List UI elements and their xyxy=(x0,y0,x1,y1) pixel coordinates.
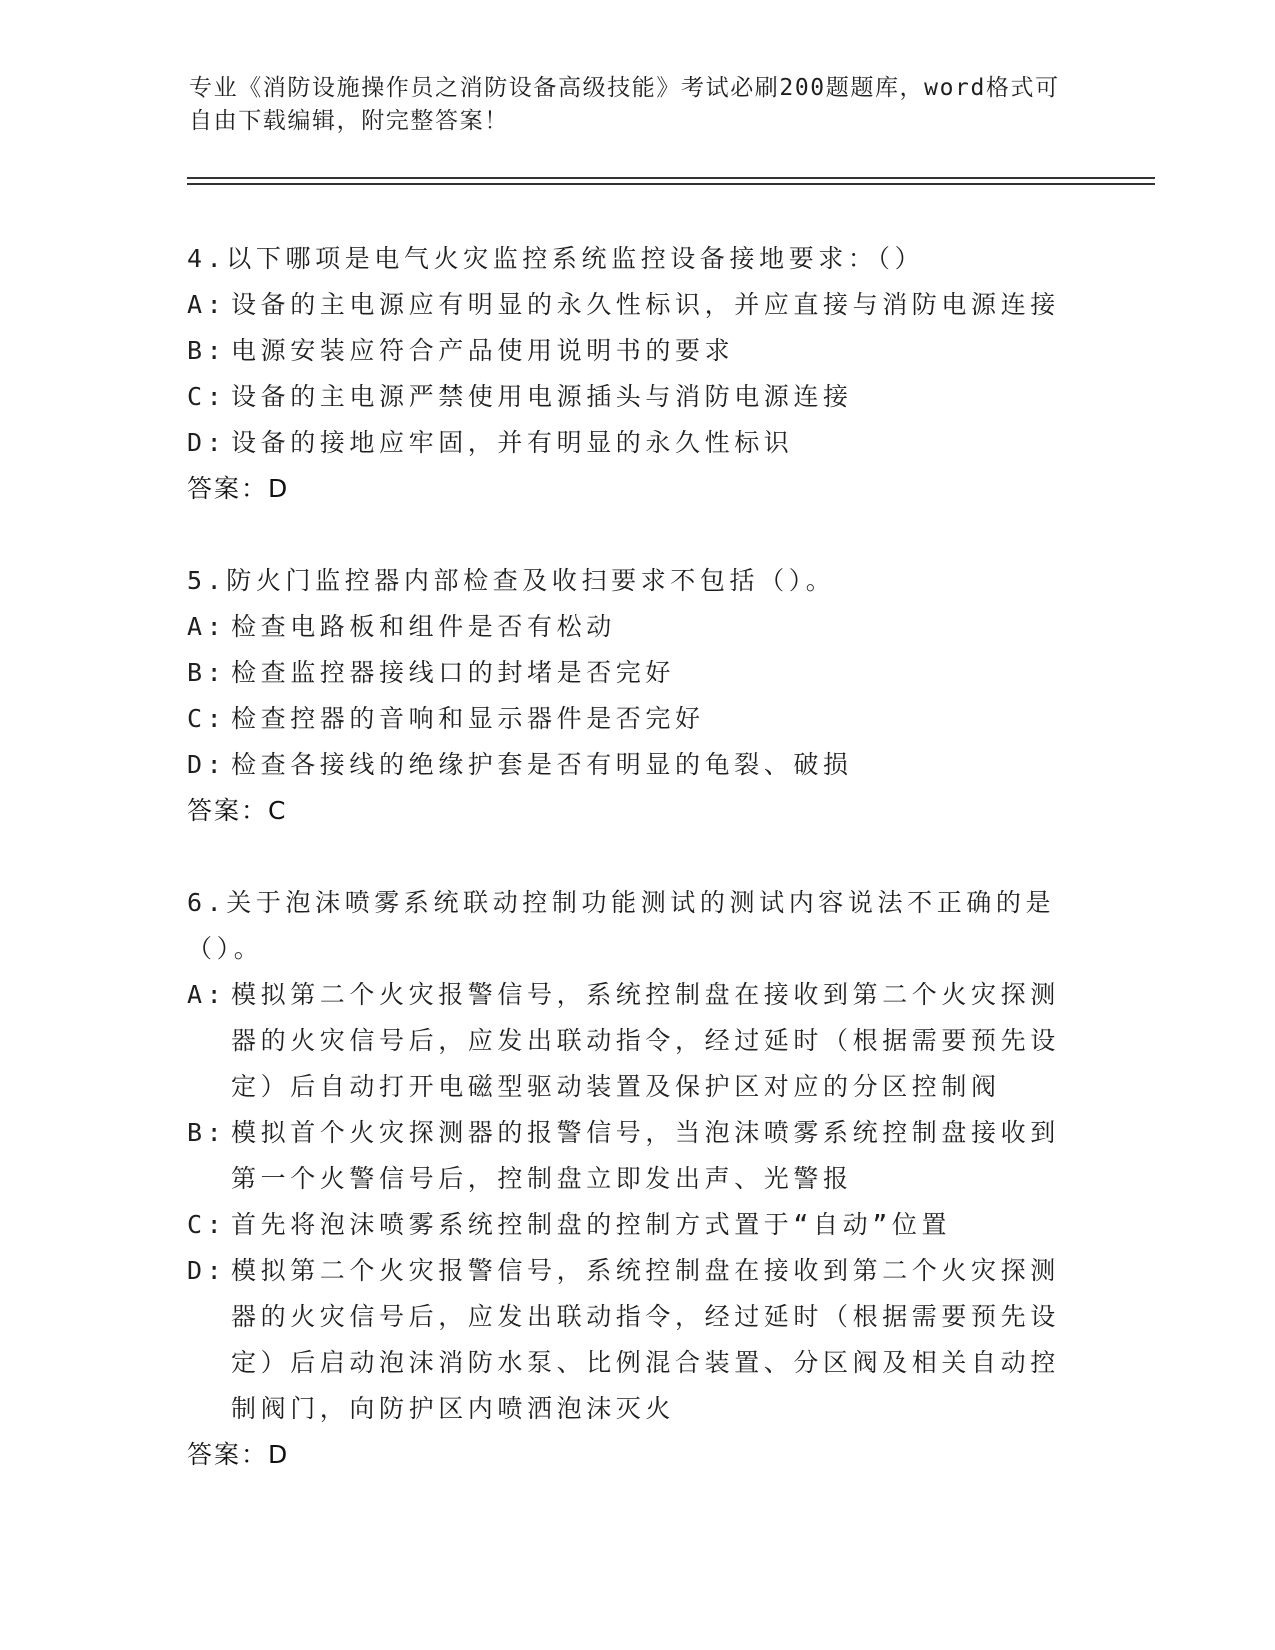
option-letter: D: xyxy=(187,428,227,457)
header-divider-top xyxy=(187,177,1155,179)
option-text: 检查各接线的绝缘护套是否有明显的龟裂、破损 xyxy=(231,750,853,779)
option-text: 模拟第二个火灾报警信号，系统控制盘在接收到第二个火灾探测器的火灾信号后，应发出联动指令，经过延时（根据需要预先设定）后启动泡沫消防水泵、比例混合装置、分区阀及相关自动控制阀门，向防护区内喷洒泡沫灭火 xyxy=(231,1256,1060,1423)
option-d xyxy=(187,742,1087,788)
option-text: 模拟第二个火灾报警信号，系统控制盘在接收到第二个火灾探测器的火灾信号后，应发出联动指令，经过延时（根据需要预先设定）后自动打开电磁型驱动装置及保护区对应的分区控制阀 xyxy=(231,980,1060,1101)
option-text: 检查监控器接线口的封堵是否完好 xyxy=(231,658,676,687)
option-letter: B: xyxy=(187,336,227,365)
option-a xyxy=(187,972,1087,1110)
option-b xyxy=(187,650,1087,696)
option-letter: A: xyxy=(187,612,227,641)
option-text: 设备的接地应牢固，并有明显的永久性标识 xyxy=(231,428,794,457)
option-text: 检查电路板和组件是否有松动 xyxy=(231,612,616,641)
option-c xyxy=(187,1202,1087,1248)
question-stem: 6.关于泡沫喷雾系统联动控制功能测试的测试内容说法不正确的是（）。 xyxy=(187,888,1056,963)
question-stem: 5.防火门监控器内部检查及收扫要求不包括（）。 xyxy=(187,566,836,595)
option-c xyxy=(187,696,1087,742)
option-d xyxy=(187,420,1087,466)
option-letter: B: xyxy=(187,658,227,687)
option-a xyxy=(187,604,1087,650)
option-b xyxy=(187,1110,1087,1202)
question-list xyxy=(187,236,1087,1524)
option-letter: C: xyxy=(187,382,227,411)
option-text: 首先将泡沫喷雾系统控制盘的控制方式置于“自动”位置 xyxy=(231,1210,952,1239)
header-intro-text: 专业《消防设施操作员之消防设备高级技能》考试必刷200题题库，word格式可自由下载编辑，附完整答案！ xyxy=(189,75,1060,134)
document-header xyxy=(189,72,1069,138)
option-letter: B: xyxy=(187,1118,227,1147)
answer-text: 答案：D xyxy=(187,1440,290,1469)
question-item xyxy=(187,558,1087,834)
option-text: 模拟首个火灾探测器的报警信号，当泡沫喷雾系统控制盘接收到第一个火警信号后，控制盘立即发出声、光警报 xyxy=(231,1118,1060,1193)
option-text: 设备的主电源应有明显的永久性标识，并应直接与消防电源连接 xyxy=(231,290,1060,319)
question-item xyxy=(187,236,1087,512)
option-a xyxy=(187,282,1087,328)
option-letter: C: xyxy=(187,704,227,733)
option-letter: C: xyxy=(187,1210,227,1239)
option-letter: D: xyxy=(187,750,227,779)
option-letter: A: xyxy=(187,290,227,319)
option-b xyxy=(187,328,1087,374)
option-d xyxy=(187,1248,1087,1432)
option-letter: D: xyxy=(187,1256,227,1285)
answer-text: 答案：D xyxy=(187,474,290,503)
header-divider-bottom xyxy=(187,183,1155,185)
question-item xyxy=(187,880,1087,1478)
answer-text: 答案：C xyxy=(187,796,288,825)
option-text: 电源安装应符合产品使用说明书的要求 xyxy=(231,336,735,365)
option-text: 检查控器的音响和显示器件是否完好 xyxy=(231,704,705,733)
option-letter: A: xyxy=(187,980,227,1009)
question-stem: 4.以下哪项是电气火灾监控系统监控设备接地要求：（） xyxy=(187,244,925,273)
option-c xyxy=(187,374,1087,420)
option-text: 设备的主电源严禁使用电源插头与消防电源连接 xyxy=(231,382,853,411)
